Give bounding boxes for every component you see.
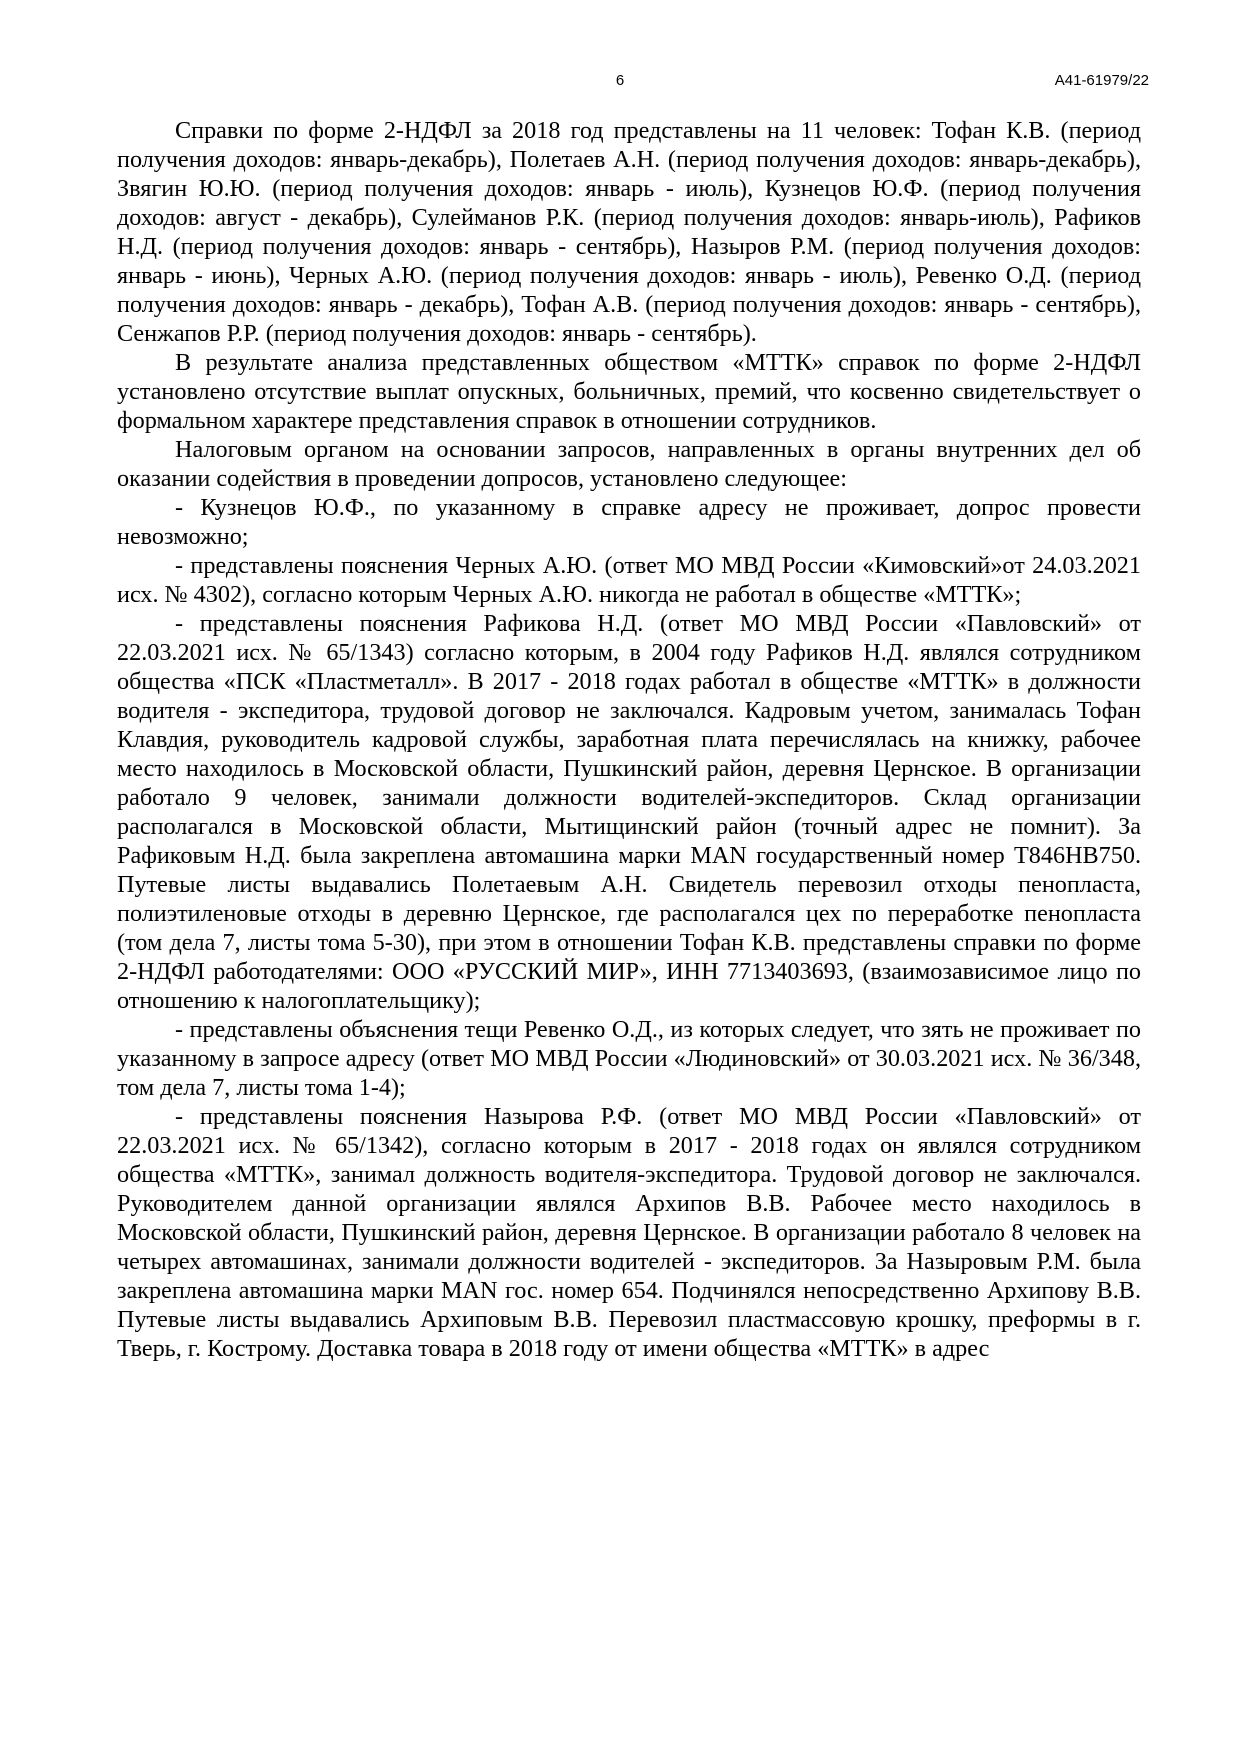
paragraph: - представлены пояснения Рафикова Н.Д. (ответ МО МВД России «Павловский» от 22.03.2021 исх. № 65/1343) согласно которым, в 2004 году Рафиков Н.Д. являлся сотрудником общества «ПСК «Пластметалл». В 2017 - 2018 годах работал в обществе «МТТК» в должности водителя - экспедитора, трудовой договор не заключался. Кадровым учетом, занималась Тофан Клавдия, руководитель кадровой службы, заработная плата перечислялась на книжку, рабочее место находилось в Московской области, Пушкинский район, деревня Цернское. В организации работало 9 человек, занимали должности водителей-экспедиторов. Склад организации располагался в Московской области, Мытищинский район (точный адрес не помнит). За Рафиковым Н.Д. была закреплена автомашина марки MAN государственный номер Т846НВ750. Путевые листы выдавались Полетаевым А.Н. Свидетель перевозил отходы пенопласта, полиэтиленовые отходы в деревню Цернское, где располагался цех по переработке пенопласта (том дела 7, листы тома 5-30), при этом в отношении Тофан К.В. представлены справки по форме 2-НДФЛ работодателями: ООО «РУССКИЙ МИР», ИНН 7713403693, (взаимозависимое лицо по отношению к налогоплательщику); xyxy=(117,610,1141,1014)
paragraph: - представлены объяснения тещи Ревенко О.Д., из которых следует, что зять не проживает по указанному в запросе адресу (ответ МО МВД России «Людиновский» от 30.03.2021 исх. № 36/348, том дела 7, листы тома 1-4); xyxy=(117,1016,1141,1101)
document-body xyxy=(117,116,1141,1363)
paragraph: Справки по форме 2-НДФЛ за 2018 год представлены на 11 человек: Тофан К.В. (период получения доходов: январь-декабрь), Полетаев А.Н. (период получения доходов: январь-декабрь), Звягин Ю.Ю. (период получения доходов: январь - июль), Кузнецов Ю.Ф. (период получения доходов: август - декабрь), Сулейманов Р.К. (период получения доходов: январь-июль), Рафиков Н.Д. (период получения доходов: январь - сентябрь), Назыров Р.М. (период получения доходов: январь - июнь), Черных А.Ю. (период получения доходов: январь - июль), Ревенко О.Д. (период получения доходов: январь - декабрь), Тофан А.В. (период получения доходов: январь - сентябрь), Сенжапов Р.Р. (период получения доходов: январь - сентябрь). xyxy=(117,117,1141,347)
paragraph: В результате анализа представленных обществом «МТТК» справок по форме 2-НДФЛ установлено отсутствие выплат опускных, больничных, премий, что косвенно свидетельствует о формальном характере представления справок в отношении сотрудников. xyxy=(117,349,1141,434)
paragraph: - Кузнецов Ю.Ф., по указанному в справке адресу не проживает, допрос провести невозможно; xyxy=(117,494,1141,550)
paragraph: Налоговым органом на основании запросов, направленных в органы внутренних дел об оказании содействия в проведении допросов, установлено следующее: xyxy=(117,436,1141,492)
case-number: А41-61979/22 xyxy=(1054,72,1149,89)
paragraph: - представлены пояснения Назырова Р.Ф. (ответ МО МВД России «Павловский» от 22.03.2021 исх. № 65/1342), согласно которым в 2017 - 2018 годах он являлся сотрудником общества «МТТК», занимал должность водителя-экспедитора. Трудовой договор не заключался. Руководителем данной организации являлся Архипов В.В. Рабочее место находилось в Московской области, Пушкинский район, деревня Цернское. В организации работало 8 человек на четырех автомашинах, занимали должности водителей - экспедиторов. За Назыровым Р.М. была закреплена автомашина марки MAN гос. номер 654. Подчинялся непосредственно Архипову В.В. Путевые листы выдавались Архиповым В.В. Перевозил пластмассовую крошку, преформы в г. Тверь, г. Кострому. Доставка товара в 2018 году от имени общества «МТТК» в адрес xyxy=(117,1103,1141,1362)
page-header xyxy=(0,72,1241,92)
paragraph: - представлены пояснения Черных А.Ю. (ответ МО МВД России «Кимовский»от 24.03.2021 исх. № 4302), согласно которым Черных А.Ю. никогда не работал в обществе «МТТК»; xyxy=(117,552,1141,608)
page-number: 6 xyxy=(615,72,625,89)
